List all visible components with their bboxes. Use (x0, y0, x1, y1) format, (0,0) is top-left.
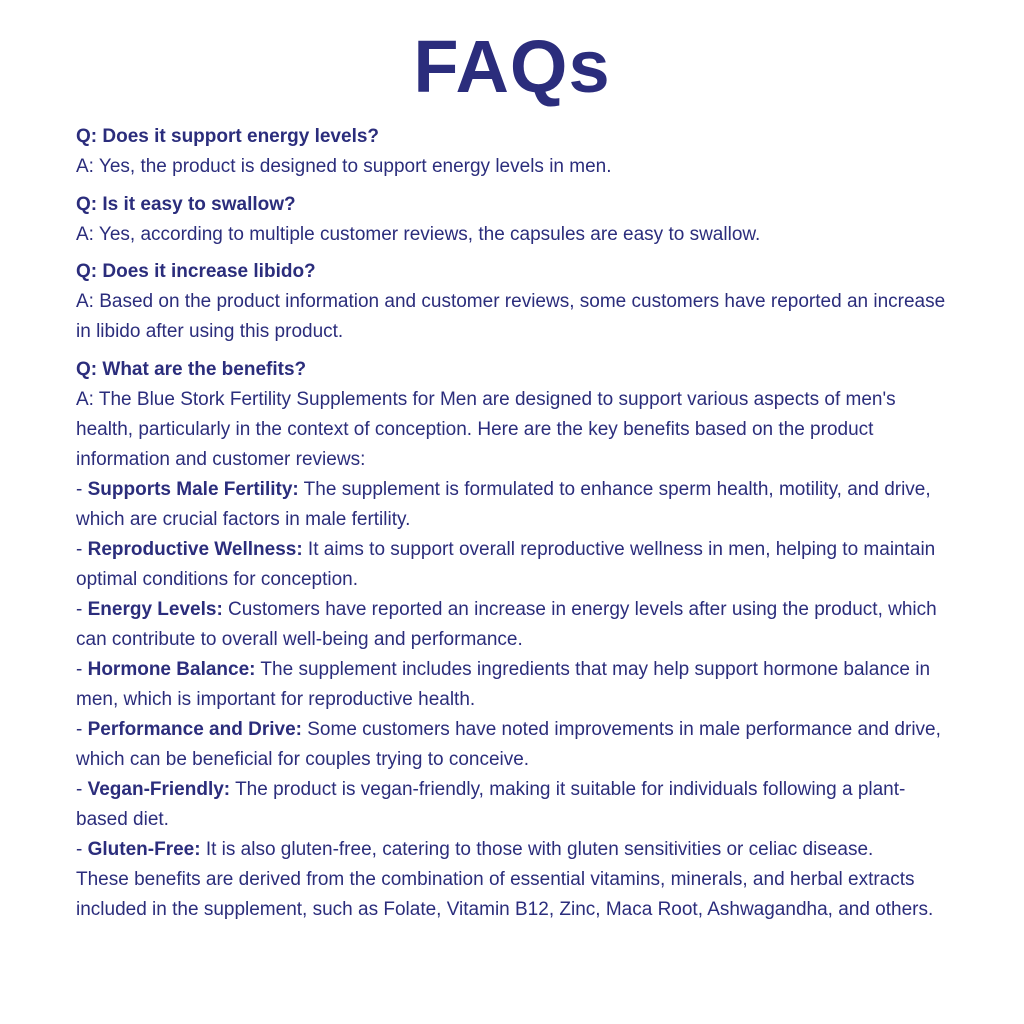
benefit-item (76, 835, 956, 865)
benefit-item (76, 775, 956, 835)
benefit-item (76, 475, 956, 535)
faq-answer: A: Based on the product information and customer reviews, some customers have reported an increase in libido after using this product. (76, 291, 946, 342)
benefit-label: Reproductive Wellness: (87, 539, 303, 560)
benefit-item (76, 595, 956, 655)
faq-question: Q: Does it support energy levels? (76, 126, 380, 147)
benefit-text: The supplement is formulated to enhance sperm health, motility, and drive, which are crucial factors in male fertility. (76, 479, 931, 530)
benefit-label: Vegan-Friendly: (87, 779, 231, 800)
benefit-label: Supports Male Fertility: (87, 479, 299, 500)
page-title: FAQs (413, 25, 611, 108)
benefit-label: Gluten-Free: (87, 839, 201, 860)
benefit-text: It aims to support overall reproductive wellness in men, helping to maintain optimal conditions for conception. (76, 539, 936, 590)
benefit-text: Some customers have noted improvements in male performance and drive, which can be beneficial for couples trying to conceive. (76, 719, 941, 770)
faq-item (76, 122, 956, 182)
benefit-item (76, 535, 956, 595)
faq-answer: A: The Blue Stork Fertility Supplements for Men are designed to support various aspects of men's health, particularly in the context of conception. Here are the key benefits based on the product information and customer reviews: (76, 389, 896, 470)
benefit-item (76, 715, 956, 775)
benefit-text: It is also gluten-free, catering to those with gluten sensitivities or celiac disease. (200, 839, 874, 860)
benefit-text: The product is vegan-friendly, making it suitable for individuals following a plant-based diet. (76, 779, 906, 830)
benefit-prefix: - (76, 479, 88, 500)
benefit-prefix: - (76, 599, 88, 620)
benefit-text: The supplement includes ingredients that may help support hormone balance in men, which is important for reproductive health. (76, 659, 931, 710)
faq-item (76, 257, 956, 347)
benefit-prefix: - (76, 839, 88, 860)
benefit-item (76, 655, 956, 715)
faq-item (76, 355, 956, 925)
benefit-label: Energy Levels: (87, 599, 223, 620)
faq-closing: These benefits are derived from the combination of essential vitamins, minerals, and herbal extracts included in the supplement, such as Folate, Vitamin B12, Zinc, Maca Root, Ashwagandha, and others. (76, 869, 934, 920)
benefit-label: Performance and Drive: (87, 719, 302, 740)
benefit-text: Customers have reported an increase in energy levels after using the product, which can contribute to overall well-being and performance. (76, 599, 937, 650)
faq-answer: A: Yes, according to multiple customer reviews, the capsules are easy to swallow. (76, 224, 761, 245)
benefit-prefix: - (76, 539, 88, 560)
benefit-label: Hormone Balance: (87, 659, 256, 680)
faq-answer: A: Yes, the product is designed to support energy levels in men. (76, 156, 612, 177)
faq-question: Q: Does it increase libido? (76, 261, 316, 282)
faq-question: Q: What are the benefits? (76, 359, 307, 380)
faq-question: Q: Is it easy to swallow? (76, 194, 296, 215)
benefit-prefix: - (76, 719, 88, 740)
benefit-prefix: - (76, 779, 88, 800)
faq-item (76, 190, 956, 250)
benefit-prefix: - (76, 659, 88, 680)
